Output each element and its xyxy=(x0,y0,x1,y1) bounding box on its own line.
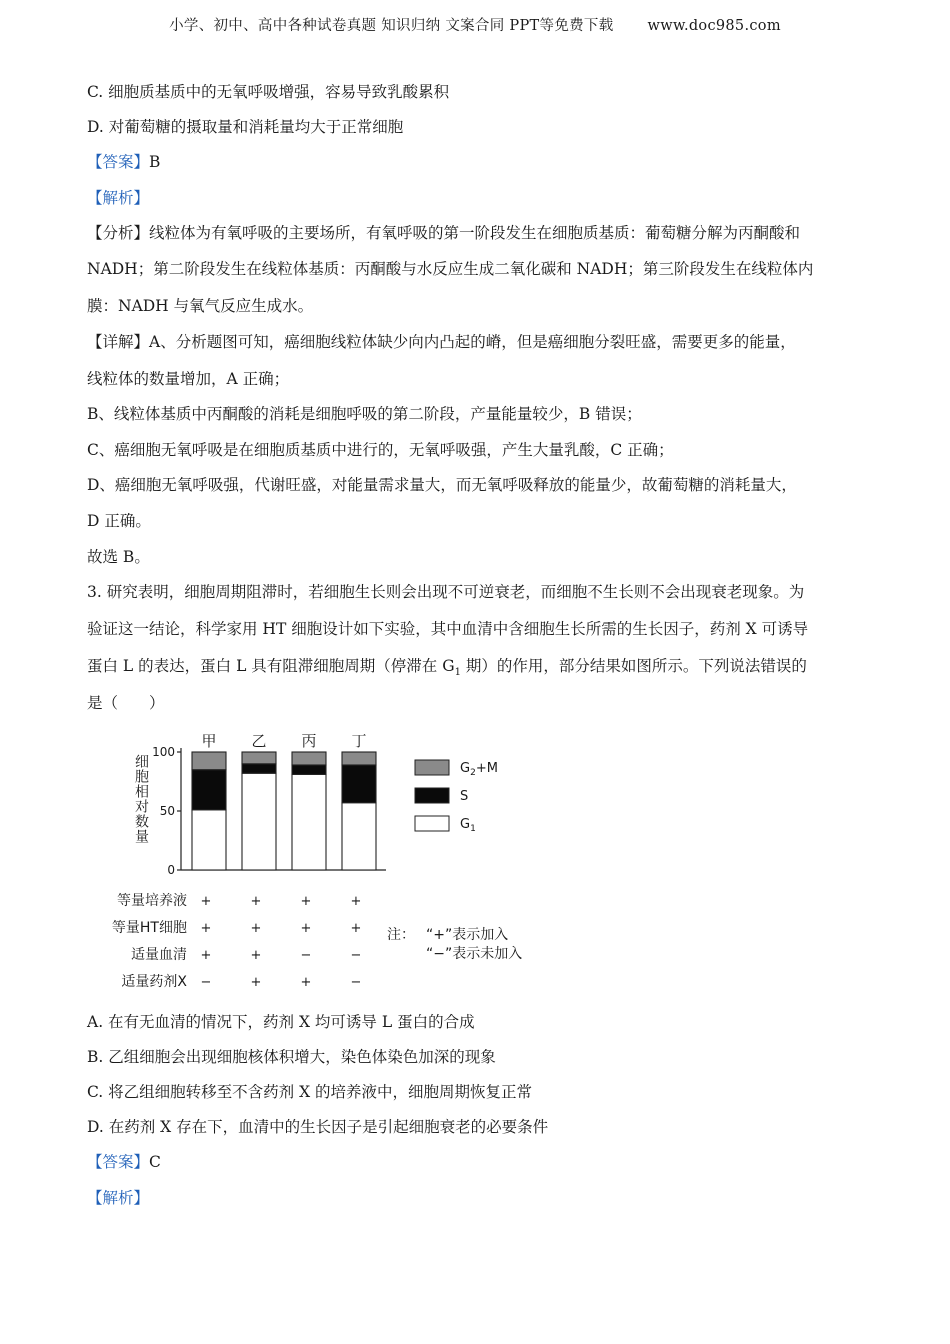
condition-mark: + xyxy=(250,894,262,909)
header-text: 小学、初中、高中各种试卷真题 知识归纳 文案合同 PPT等免费下载 xyxy=(169,18,614,34)
q3-subscript: 1 xyxy=(454,667,461,679)
y-tick-label: 100 xyxy=(152,745,175,759)
question-3-line-3 xyxy=(87,656,807,683)
chart-svg xyxy=(95,722,575,1002)
condition-label: 适量药剂X xyxy=(121,974,187,990)
fenxi-line-2: NADH；第二阶段发生在线粒体基质：丙酮酸与水反应生成二氧化碳和 NADH；第三阶段发生在线粒体内 xyxy=(87,260,814,278)
condition-mark: + xyxy=(250,975,262,990)
option-c: C. 将乙组细胞转移至不含药剂 X 的培养液中，细胞周期恢复正常 xyxy=(87,1083,533,1101)
condition-mark: + xyxy=(250,948,262,963)
fenxi-line-3: 膜：NADH 与氧气反应生成水。 xyxy=(87,297,314,315)
bar-g1-1 xyxy=(192,810,226,870)
note-plus: “+”表示加入 xyxy=(426,927,509,943)
category-label: 丙 xyxy=(301,732,317,750)
xiangjie-line-1 xyxy=(87,332,796,352)
answer-1 xyxy=(87,152,160,172)
option-c-prev: C. 细胞质基质中的无氧呼吸增强，容易导致乳酸累积 xyxy=(87,83,450,101)
condition-label: 等量HT细胞 xyxy=(111,920,187,936)
conclusion: 故选 B。 xyxy=(87,548,150,566)
bar-g1-3 xyxy=(292,774,326,870)
analysis-tag-1: 【解析】 xyxy=(87,189,150,207)
answer-value-2: C xyxy=(149,1153,161,1171)
legend-label: $G_2+M$ xyxy=(460,761,498,778)
legend-label: S xyxy=(460,789,469,804)
analysis-tag-2: 【解析】 xyxy=(87,1189,150,1207)
condition-label: 适量血清 xyxy=(131,947,187,963)
bar-g1-2 xyxy=(242,773,276,870)
condition-mark: − xyxy=(350,975,362,990)
legend-swatch xyxy=(415,816,449,831)
q3-text-b: 期）的作用，部分结果如图所示。下列说法错误的 xyxy=(460,657,807,675)
bar-g2m-3 xyxy=(292,752,326,765)
header-url[interactable]: www.doc985.com xyxy=(647,18,781,34)
bar-s-4 xyxy=(342,765,376,803)
option-b: B. 乙组细胞会出现细胞核体积增大，染色体染色加深的现象 xyxy=(87,1048,496,1066)
legend-label: $G_1$ xyxy=(460,817,476,834)
page-header xyxy=(0,14,950,35)
bar-s-1 xyxy=(192,770,226,810)
explain-d-2: D 正确。 xyxy=(87,512,151,530)
question-3-line-4: 是（ ） xyxy=(87,694,165,712)
fenxi-text-1: 线粒体为有氧呼吸的主要场所，有氧呼吸的第一阶段发生在细胞质基质：葡萄糖分解为丙酮酸和 xyxy=(149,224,801,242)
xiangjie-text-1: A、分析题图可知，癌细胞线粒体缺少向内凸起的嵴，但是癌细胞分裂旺盛，需要更多的能量， xyxy=(149,333,796,351)
condition-mark: − xyxy=(300,948,312,963)
option-d: D. 在药剂 X 存在下，血清中的生长因子是引起细胞衰老的必要条件 xyxy=(87,1118,549,1136)
bar-g2m-1 xyxy=(192,752,226,770)
category-label: 乙 xyxy=(251,732,267,750)
note-minus: “−”表示未加入 xyxy=(426,946,523,962)
y-tick-label: 0 xyxy=(167,863,175,877)
y-tick-label: 50 xyxy=(159,804,175,818)
explain-d-1: D、癌细胞无氧呼吸强，代谢旺盛，对能量需求量大，而无氧呼吸释放的能量少，故葡萄糖的消耗量大， xyxy=(87,476,797,494)
category-label: 甲 xyxy=(201,732,217,750)
answer-2 xyxy=(87,1152,161,1172)
condition-mark: + xyxy=(250,921,262,936)
cell-cycle-chart xyxy=(95,722,575,1002)
bar-g2m-4 xyxy=(342,752,376,765)
xiangjie-line-2: 线粒体的数量增加，A 正确； xyxy=(87,370,290,388)
explain-b: B、线粒体基质中丙酮酸的消耗是细胞呼吸的第二阶段，产量能量较少，B 错误； xyxy=(87,405,642,423)
condition-mark: + xyxy=(300,894,312,909)
option-d-prev: D. 对葡萄糖的摄取量和消耗量均大于正常细胞 xyxy=(87,118,404,136)
condition-mark: + xyxy=(200,921,212,936)
legend-swatch xyxy=(415,788,449,803)
bar-g2m-2 xyxy=(242,752,276,764)
answer-tag: 【答案】 xyxy=(87,153,150,171)
question-3-line-1: 3. 研究表明，细胞周期阻滞时，若细胞生长则会出现不可逆衰老，而细胞不生长则不会出现衰老现象。为 xyxy=(87,583,805,601)
question-3-line-2: 验证这一结论，科学家用 HT 细胞设计如下实验，其中血清中含细胞生长所需的生长因子，药剂 X 可诱导 xyxy=(87,620,809,638)
option-a: A. 在有无血清的情况下，药剂 X 均可诱导 L 蛋白的合成 xyxy=(87,1013,475,1031)
condition-mark: + xyxy=(300,975,312,990)
q3-text-a: 蛋白 L 的表达，蛋白 L 具有阻滞细胞周期（停滞在 G xyxy=(87,657,455,675)
condition-mark: + xyxy=(350,921,362,936)
fenxi-line-1 xyxy=(87,223,800,243)
condition-mark: − xyxy=(350,948,362,963)
condition-mark: + xyxy=(200,894,212,909)
bar-g1-4 xyxy=(342,803,376,870)
bar-s-3 xyxy=(292,765,326,774)
explain-c: C、癌细胞无氧呼吸是在细胞质基质中进行的，无氧呼吸强，产生大量乳酸，C 正确； xyxy=(87,441,674,459)
category-label: 丁 xyxy=(351,732,367,750)
legend-swatch xyxy=(415,760,449,775)
condition-mark: + xyxy=(350,894,362,909)
note-prefix: 注： xyxy=(387,927,415,943)
fenxi-tag: 【分析】 xyxy=(87,224,150,242)
bar-s-2 xyxy=(242,764,276,773)
condition-mark: + xyxy=(300,921,312,936)
condition-mark: − xyxy=(200,975,212,990)
xiangjie-tag: 【详解】 xyxy=(87,333,150,351)
answer-tag-2: 【答案】 xyxy=(87,1153,150,1171)
condition-mark: + xyxy=(200,948,212,963)
answer-value: B xyxy=(149,153,161,171)
y-axis-label: 细胞相对数量 xyxy=(133,754,149,844)
condition-label: 等量培养液 xyxy=(117,893,187,909)
